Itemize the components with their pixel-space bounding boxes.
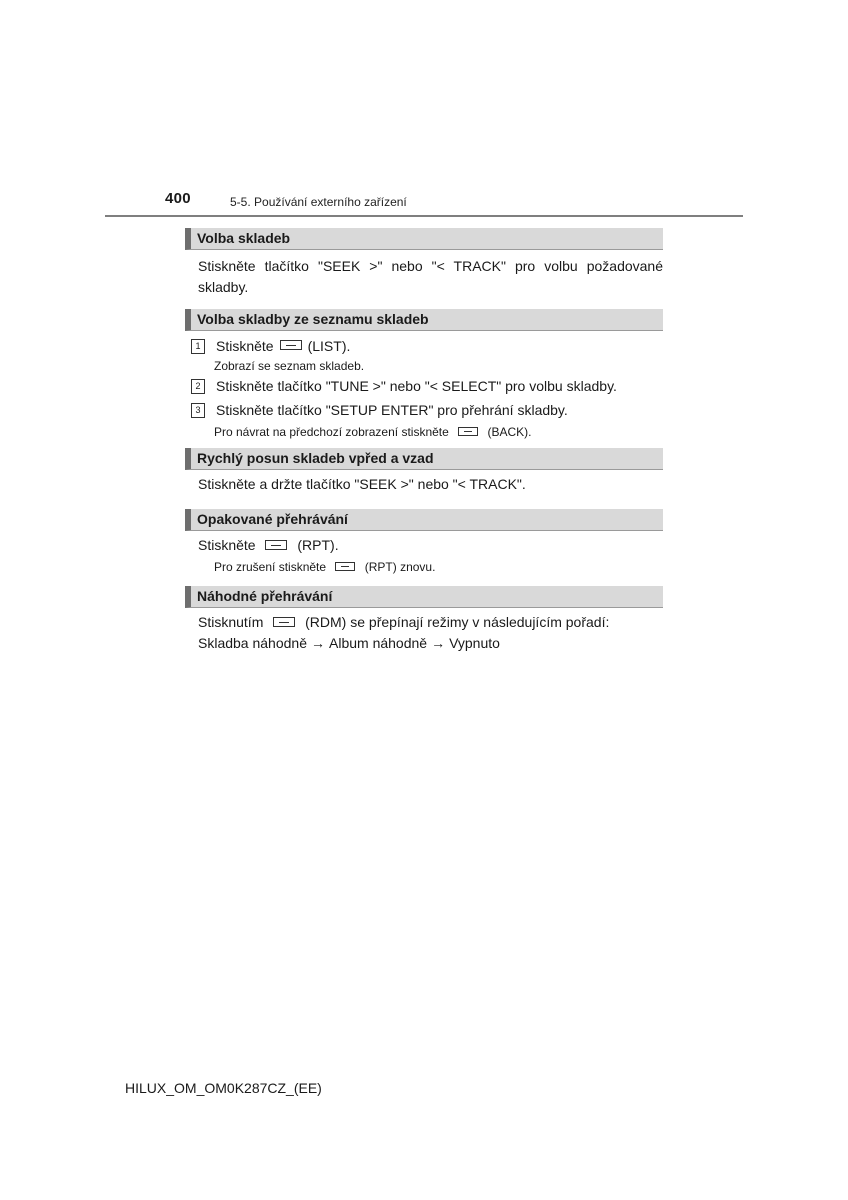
step-note: Zobrazí se seznam skladeb. [214,359,365,373]
step-text: Stiskněte tlačítko "SETUP ENTER" pro přehrání skladby. [216,402,568,418]
note-text: Pro návrat na předchozí zobrazení stiskněte [214,425,449,439]
document-code: HILUX_OM_OM0K287CZ_(EE) [125,1080,322,1096]
rpt-button-icon[interactable] [265,540,287,550]
section-heading: Volba skladby ze seznamu skladeb [185,309,663,331]
section-note [185,558,663,576]
step-number: 1 [191,339,205,354]
section-text-part: (RDM) se přepínají režimy v následujícím pořadí: [305,614,610,630]
content-area [185,228,663,654]
rdm-button-icon[interactable] [273,617,295,627]
step-number: 3 [191,403,205,418]
section-heading: Volba skladeb [185,228,663,250]
mode-item: Album náhodně [329,635,428,651]
section-heading: Náhodné přehrávání [185,586,663,608]
back-button-icon[interactable] [458,427,478,436]
note-text: Pro zrušení stiskněte [214,560,327,574]
section-text: Stiskněte a držte tlačítko "SEEK >" nebo "< TRACK". [198,476,526,492]
mode-item: Skladba náhodně [198,635,307,651]
step-note [185,423,663,441]
step-3 [185,399,663,421]
section-text-part: Stiskněte [198,537,256,553]
step-number: 2 [191,379,205,394]
arrow-right-icon: → [431,635,446,651]
section-text: Stiskněte tlačítko "SEEK >" nebo "< TRACK" pro volbu požadované skladby. [198,258,663,295]
section-heading: Rychlý posun skladeb vpřed a vzad [185,448,663,470]
step-1 [185,335,663,357]
section-text-part: Stisknutím [198,614,264,630]
rpt-button-icon[interactable] [335,562,355,571]
section-text [185,535,663,556]
section-text [185,612,663,633]
mode-sequence [185,633,663,654]
step-text: (LIST). [307,338,351,354]
arrow-right-icon: → [311,635,325,651]
section-text-part: (RPT). [297,537,339,553]
section-heading: Opakované přehrávání [185,509,663,531]
section-reference: 5-5. Používání externího zařízení [230,195,407,209]
note-text: (BACK). [487,425,532,439]
step-2 [185,375,663,397]
page-number: 400 [165,190,191,207]
mode-item: Vypnuto [449,635,500,651]
note-text: (RPT) znovu. [364,560,436,574]
list-button-icon[interactable] [280,340,302,350]
header-divider [105,215,743,217]
step-text: Stiskněte tlačítko "TUNE >" nebo "< SELECT" pro volbu skladby. [216,378,617,394]
step-text: Stiskněte [216,338,274,354]
